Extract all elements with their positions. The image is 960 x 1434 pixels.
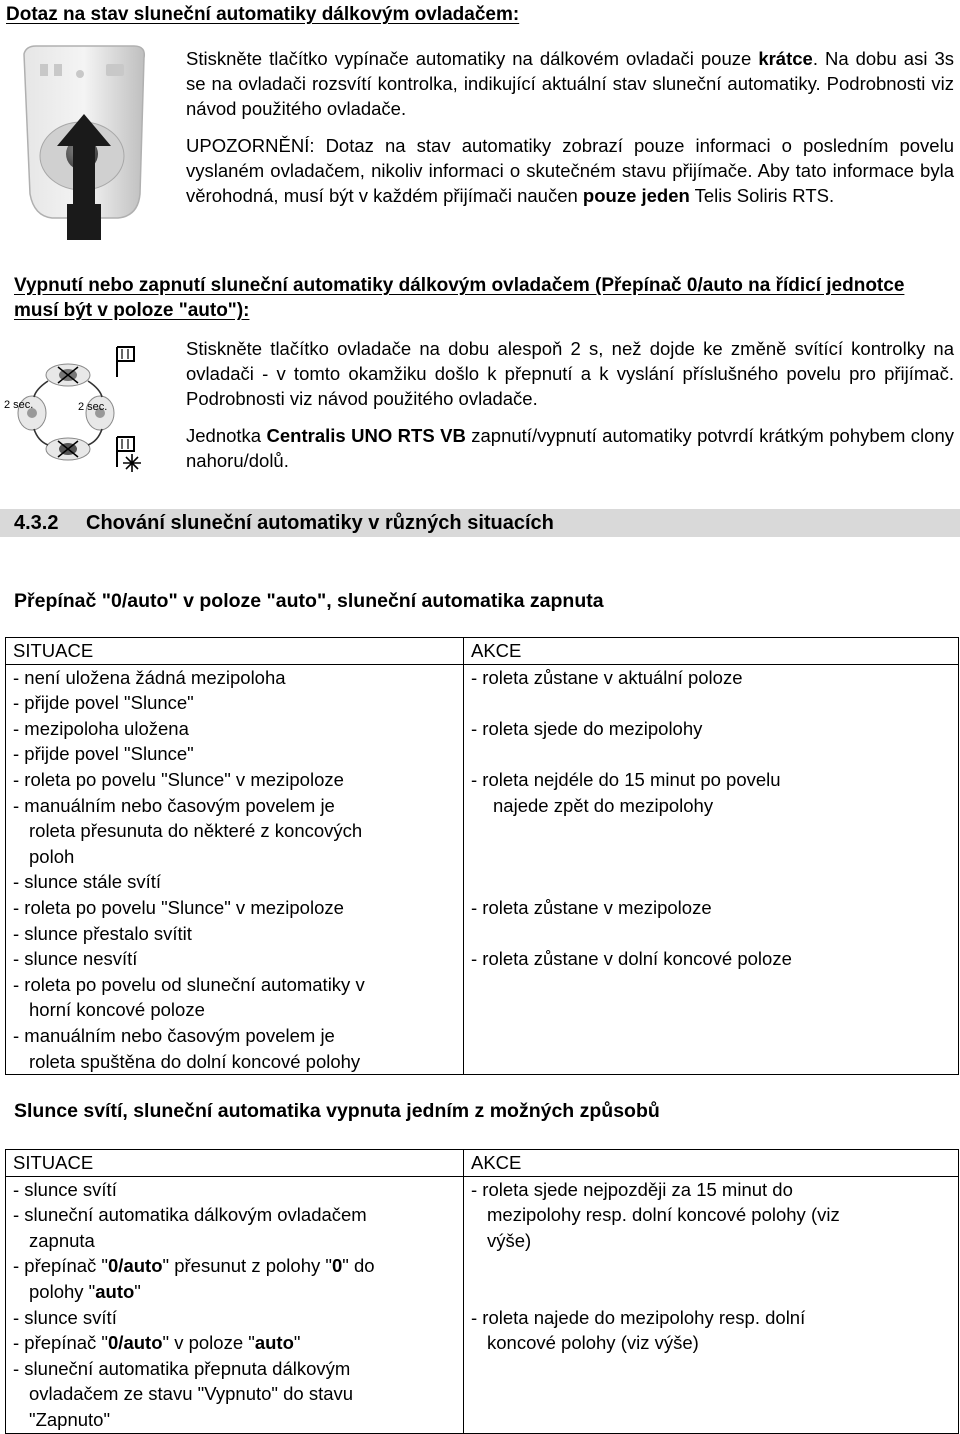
cell-line: - roleta nejdéle do 15 minut po povelu <box>471 768 781 790</box>
cell-line: - mezipoloha uložena <box>13 717 189 739</box>
situation-cell <box>6 767 464 895</box>
table-row <box>6 895 959 946</box>
table-row <box>6 767 959 895</box>
text-run: Stiskněte tlačítko vypínače automatiky na dálkovém ovladači pouze <box>186 48 759 69</box>
column-header-situation: SITUACE <box>6 1150 464 1177</box>
text-run: zapnutí/vypnutí automatiky potvrdí krátkým pohybem clony nahoru/dolů. <box>186 425 954 471</box>
text-run: Jednotka <box>186 425 267 446</box>
toggle-section-title: Vypnutí nebo zapnutí sluneční automatiky dálkovým ovladačem (Přepínač 0/auto na řídicí jednotce musí být v poloze "auto"): <box>14 275 905 321</box>
section-number: 4.3.2 <box>14 512 59 534</box>
cell-line: - roleta po povelu "Slunce" v mezipoloze <box>13 896 344 918</box>
cell-line: - sluneční automatika dálkovým ovladačem <box>13 1204 367 1226</box>
cell-line: - roleta sjede nejpozději za 15 minut do <box>471 1178 793 1200</box>
cell-line: zapnuta <box>29 1229 95 1251</box>
bold-run: Centralis UNO RTS VB <box>266 425 466 446</box>
query-warning-paragraph <box>186 133 954 208</box>
cell-line: - slunce svítí <box>13 1306 117 1328</box>
text-run: Telis Soliris RTS. <box>689 185 835 206</box>
table-row <box>6 1176 959 1304</box>
action-cell <box>464 946 959 1074</box>
cell-line: "Zapnuto" <box>29 1408 111 1430</box>
column-header-action: AKCE <box>464 1150 959 1177</box>
column-header-action: AKCE <box>464 638 959 665</box>
block1-table <box>5 637 959 1075</box>
table-header-row <box>6 1150 959 1177</box>
cell-line: - slunce stále svítí <box>13 871 162 893</box>
cell-line: - není uložena žádná mezipoloha <box>13 666 286 688</box>
table-row <box>6 946 959 1074</box>
cell-line: najede zpět do mezipolohy <box>493 794 714 816</box>
cell-line: - přepínač "0/auto" přesunut z polohy "0" do <box>13 1255 375 1277</box>
action-cell <box>464 895 959 946</box>
toggle-illustration <box>2 333 172 478</box>
text-run: . Na dobu asi 3s se na ovladači rozsvítí kontrolka, indikující aktuální stav sluneční automatiky. Podrobnosti viz návod použitého ovladače. <box>186 48 954 119</box>
text-run: Stiskněte tlačítko ovladače na dobu alespoň 2 s, než dojde ke změně svítící kontrolky na ovladači - v tomto okamžiku došlo k přepnutí a k vyslání příslušného povelu pro přijímač. Podrobnosti viz návod použitého ovladače. <box>186 338 954 409</box>
cell-line: - roleta najede do mezipolohy resp. dolní <box>471 1306 806 1328</box>
cell-line: poloh <box>29 845 75 867</box>
cell-line: - slunce svítí <box>13 1178 117 1200</box>
situation-cell <box>6 946 464 1074</box>
cell-line: - manuálním nebo časovým povelem je <box>13 794 335 816</box>
cell-line: - roleta zůstane v mezipoloze <box>471 896 712 918</box>
action-cell <box>464 767 959 895</box>
query-paragraph-1 <box>186 46 954 121</box>
cell-line: - roleta zůstane v aktuální poloze <box>471 666 743 688</box>
table-header-row <box>6 638 959 665</box>
cell-line: - roleta sjede do mezipolohy <box>471 717 703 739</box>
cell-line: mezipolohy resp. dolní koncové polohy (viz <box>487 1204 840 1226</box>
two-second-label-left: 2 sec. <box>4 399 34 411</box>
toggle-paragraph-1 <box>186 336 954 411</box>
toggle-paragraph-2 <box>186 423 954 473</box>
situation-cell <box>6 1176 464 1304</box>
section-title: Chování sluneční automatiky v různých situacích <box>86 512 554 534</box>
cell-line: - roleta zůstane v dolní koncové poloze <box>471 948 792 970</box>
section-heading-bar <box>0 509 960 537</box>
situation-cell <box>6 1305 464 1433</box>
situation-cell <box>6 716 464 767</box>
cell-line: horní koncové poloze <box>29 999 205 1021</box>
cell-line: ovladačem ze stavu "Vypnuto" do stavu <box>29 1383 354 1405</box>
action-cell <box>464 664 959 716</box>
block2-heading: Slunce svítí, sluneční automatika vypnuta jedním z možných způsobů <box>14 1100 660 1122</box>
cell-line: polohy "auto" <box>29 1280 141 1302</box>
bold-run: pouze jeden <box>582 185 690 206</box>
cell-line: - roleta po povelu od sluneční automatiky v <box>13 973 365 995</box>
action-cell <box>464 1176 959 1304</box>
action-cell <box>464 716 959 767</box>
cell-line: koncové polohy (viz výše) <box>487 1332 699 1354</box>
situation-cell <box>6 664 464 716</box>
cell-line: výše) <box>487 1229 532 1251</box>
cell-line: - přepínač "0/auto" v poloze "auto" <box>13 1332 301 1354</box>
cell-line: roleta přesunuta do některé z koncových <box>29 820 363 842</box>
table-row <box>6 716 959 767</box>
cell-line: - přijde povel "Slunce" <box>13 692 194 714</box>
cell-line: - roleta po povelu "Slunce" v mezipoloze <box>13 768 344 790</box>
cell-line: - manuálním nebo časovým povelem je <box>13 1024 335 1046</box>
cell-line: - přijde povel "Slunce" <box>13 743 194 765</box>
cell-line: - slunce přestalo svítit <box>13 922 192 944</box>
table-row <box>6 664 959 716</box>
cell-line: - sluneční automatika přepnuta dálkovým <box>13 1357 351 1379</box>
cell-line: - slunce nesvítí <box>13 948 138 970</box>
block1-heading: Přepínač "0/auto" v poloze "auto", sluneční automatika zapnuta <box>14 590 604 612</box>
two-second-label-right: 2 sec. <box>78 401 108 413</box>
text-run: UPOZORNĚNÍ: Dotaz na stav automatiky zobrazí pouze informaci o posledním povelu vyslaném ovladačem, nikoliv informaci o skutečném stavu přijímače. Aby tato informace byla věrohodná, musí být v každém přijímači naučen <box>186 135 954 206</box>
column-header-situation: SITUACE <box>6 638 464 665</box>
remote-control-icon <box>22 44 152 244</box>
query-section-title: Dotaz na stav sluneční automatiky dálkovým ovladačem: <box>6 4 520 25</box>
action-cell <box>464 1305 959 1433</box>
block2-table <box>5 1149 959 1434</box>
cell-line: roleta spuštěna do dolní koncové polohy <box>29 1050 361 1072</box>
situation-cell <box>6 895 464 946</box>
remote-control-illustration <box>22 44 152 244</box>
bold-run: krátce <box>758 48 813 69</box>
table-row <box>6 1305 959 1433</box>
